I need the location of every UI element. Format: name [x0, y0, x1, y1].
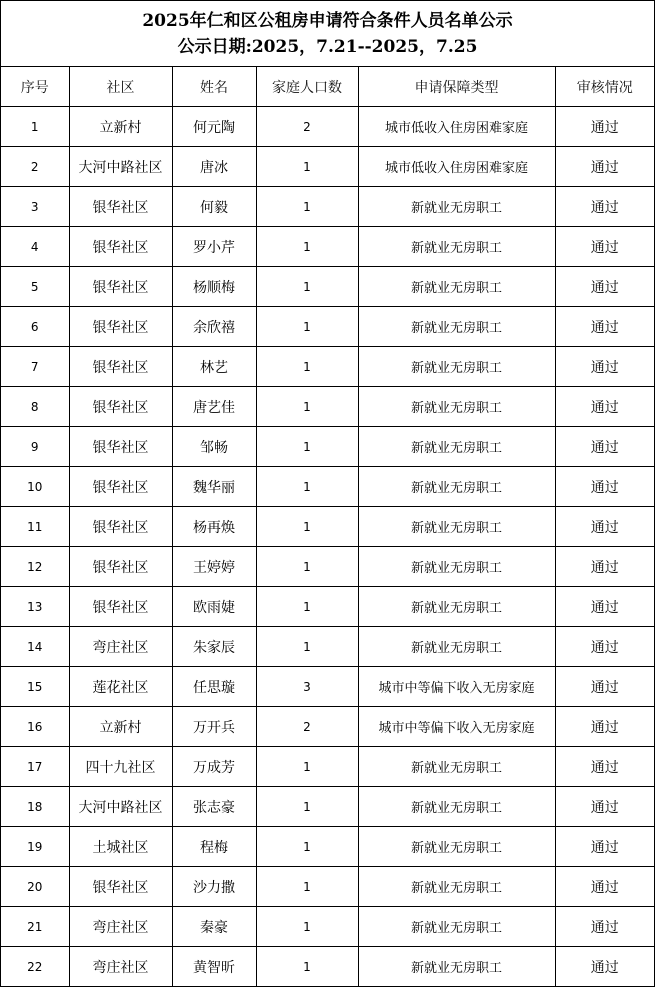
row-index: 2: [1, 147, 69, 187]
row-household-size: 1: [256, 787, 358, 827]
row-review-status: 通过: [555, 947, 654, 987]
row-index: 7: [1, 347, 69, 387]
row-review-status: 通过: [555, 267, 654, 307]
table-header-row: [1, 67, 654, 107]
row-review-status: 通过: [555, 307, 654, 347]
row-name: 万开兵: [172, 707, 256, 747]
row-index: 3: [1, 187, 69, 227]
row-name: 沙力撒: [172, 867, 256, 907]
row-index: 19: [1, 827, 69, 867]
row-index: 10: [1, 467, 69, 507]
row-application-type: 新就业无房职工: [358, 587, 555, 627]
row-community: 银华社区: [69, 347, 172, 387]
table-row: [1, 507, 654, 547]
row-review-status: 通过: [555, 187, 654, 227]
row-name: 林艺: [172, 347, 256, 387]
row-review-status: 通过: [555, 147, 654, 187]
row-name: 程梅: [172, 827, 256, 867]
table-row: [1, 427, 654, 467]
row-name: 何元陶: [172, 107, 256, 147]
row-index: 21: [1, 907, 69, 947]
row-household-size: 1: [256, 467, 358, 507]
row-household-size: 1: [256, 347, 358, 387]
header-review-status: 审核情况: [555, 67, 654, 107]
table-row: [1, 627, 654, 667]
row-household-size: 1: [256, 867, 358, 907]
row-household-size: 1: [256, 267, 358, 307]
applicant-table: [1, 67, 654, 986]
row-index: 15: [1, 667, 69, 707]
row-community: 银华社区: [69, 507, 172, 547]
row-application-type: 新就业无房职工: [358, 467, 555, 507]
row-household-size: 1: [256, 747, 358, 787]
row-application-type: 城市低收入住房困难家庭: [358, 107, 555, 147]
row-household-size: 1: [256, 587, 358, 627]
row-household-size: 1: [256, 507, 358, 547]
table-row: [1, 267, 654, 307]
row-community: 银华社区: [69, 427, 172, 467]
row-application-type: 城市低收入住房困难家庭: [358, 147, 555, 187]
row-household-size: 1: [256, 907, 358, 947]
title-block: [1, 1, 654, 67]
header-household-size: 家庭人口数: [256, 67, 358, 107]
row-index: 11: [1, 507, 69, 547]
row-household-size: 1: [256, 307, 358, 347]
row-community: 大河中路社区: [69, 787, 172, 827]
row-index: 8: [1, 387, 69, 427]
row-application-type: 新就业无房职工: [358, 187, 555, 227]
row-name: 唐冰: [172, 147, 256, 187]
row-name: 欧雨婕: [172, 587, 256, 627]
row-household-size: 1: [256, 947, 358, 987]
row-application-type: 城市中等偏下收入无房家庭: [358, 707, 555, 747]
row-community: 银华社区: [69, 867, 172, 907]
row-review-status: 通过: [555, 507, 654, 547]
row-application-type: 新就业无房职工: [358, 547, 555, 587]
row-review-status: 通过: [555, 827, 654, 867]
row-review-status: 通过: [555, 867, 654, 907]
page-title: 2025年仁和区公租房申请符合条件人员名单公示: [142, 11, 513, 31]
table-row: [1, 307, 654, 347]
table-row: [1, 907, 654, 947]
table-row: [1, 147, 654, 187]
row-name: 万成芳: [172, 747, 256, 787]
row-community: 弯庄社区: [69, 947, 172, 987]
row-index: 17: [1, 747, 69, 787]
table-row: [1, 867, 654, 907]
row-name: 任思璇: [172, 667, 256, 707]
row-application-type: 新就业无房职工: [358, 227, 555, 267]
row-index: 12: [1, 547, 69, 587]
row-index: 9: [1, 427, 69, 467]
table-row: [1, 107, 654, 147]
row-application-type: 新就业无房职工: [358, 907, 555, 947]
row-household-size: 1: [256, 227, 358, 267]
row-name: 秦豪: [172, 907, 256, 947]
row-community: 银华社区: [69, 387, 172, 427]
row-review-status: 通过: [555, 387, 654, 427]
row-name: 朱家辰: [172, 627, 256, 667]
header-community: 社区: [69, 67, 172, 107]
row-application-type: 新就业无房职工: [358, 347, 555, 387]
row-community: 银华社区: [69, 547, 172, 587]
row-index: 13: [1, 587, 69, 627]
row-application-type: 城市中等偏下收入无房家庭: [358, 667, 555, 707]
table-row: [1, 387, 654, 427]
row-community: 莲花社区: [69, 667, 172, 707]
row-application-type: 新就业无房职工: [358, 387, 555, 427]
row-name: 黄智昕: [172, 947, 256, 987]
row-household-size: 1: [256, 387, 358, 427]
row-review-status: 通过: [555, 427, 654, 467]
row-community: 土城社区: [69, 827, 172, 867]
row-application-type: 新就业无房职工: [358, 867, 555, 907]
row-application-type: 新就业无房职工: [358, 427, 555, 467]
row-application-type: 新就业无房职工: [358, 307, 555, 347]
table-row: [1, 187, 654, 227]
row-index: 22: [1, 947, 69, 987]
row-community: 弯庄社区: [69, 627, 172, 667]
row-community: 四十九社区: [69, 747, 172, 787]
table-row: [1, 227, 654, 267]
row-name: 张志豪: [172, 787, 256, 827]
row-index: 14: [1, 627, 69, 667]
row-index: 1: [1, 107, 69, 147]
row-application-type: 新就业无房职工: [358, 267, 555, 307]
table-row: [1, 787, 654, 827]
row-review-status: 通过: [555, 227, 654, 267]
table-row: [1, 667, 654, 707]
row-application-type: 新就业无房职工: [358, 747, 555, 787]
row-community: 银华社区: [69, 187, 172, 227]
row-community: 银华社区: [69, 467, 172, 507]
row-review-status: 通过: [555, 747, 654, 787]
row-review-status: 通过: [555, 907, 654, 947]
row-household-size: 2: [256, 707, 358, 747]
publication-date: 公示日期:2025，7.21--2025，7.25: [177, 37, 478, 57]
row-household-size: 1: [256, 547, 358, 587]
row-name: 邹畅: [172, 427, 256, 467]
row-name: 杨再焕: [172, 507, 256, 547]
row-application-type: 新就业无房职工: [358, 827, 555, 867]
row-community: 立新村: [69, 707, 172, 747]
row-review-status: 通过: [555, 547, 654, 587]
row-household-size: 1: [256, 187, 358, 227]
table-row: [1, 747, 654, 787]
table-row: [1, 467, 654, 507]
row-community: 银华社区: [69, 587, 172, 627]
row-household-size: 1: [256, 147, 358, 187]
row-index: 20: [1, 867, 69, 907]
row-review-status: 通过: [555, 587, 654, 627]
row-index: 5: [1, 267, 69, 307]
table-row: [1, 347, 654, 387]
row-name: 余欣禧: [172, 307, 256, 347]
row-index: 18: [1, 787, 69, 827]
header-name: 姓名: [172, 67, 256, 107]
row-community: 大河中路社区: [69, 147, 172, 187]
row-name: 王婷婷: [172, 547, 256, 587]
row-review-status: 通过: [555, 667, 654, 707]
row-review-status: 通过: [555, 107, 654, 147]
row-review-status: 通过: [555, 627, 654, 667]
row-community: 弯庄社区: [69, 907, 172, 947]
row-community: 银华社区: [69, 267, 172, 307]
table-row: [1, 547, 654, 587]
row-community: 立新村: [69, 107, 172, 147]
row-review-status: 通过: [555, 707, 654, 747]
header-index: 序号: [1, 67, 69, 107]
row-name: 唐艺佳: [172, 387, 256, 427]
table-row: [1, 827, 654, 867]
row-application-type: 新就业无房职工: [358, 787, 555, 827]
table-row: [1, 947, 654, 987]
row-household-size: 1: [256, 827, 358, 867]
row-index: 16: [1, 707, 69, 747]
row-review-status: 通过: [555, 467, 654, 507]
row-household-size: 3: [256, 667, 358, 707]
row-application-type: 新就业无房职工: [358, 627, 555, 667]
row-application-type: 新就业无房职工: [358, 507, 555, 547]
table-body: [1, 107, 654, 987]
row-household-size: 2: [256, 107, 358, 147]
row-index: 4: [1, 227, 69, 267]
row-name: 何毅: [172, 187, 256, 227]
header-application-type: 申请保障类型: [358, 67, 555, 107]
row-household-size: 1: [256, 627, 358, 667]
row-community: 银华社区: [69, 227, 172, 267]
table-row: [1, 707, 654, 747]
row-community: 银华社区: [69, 307, 172, 347]
row-index: 6: [1, 307, 69, 347]
row-name: 魏华丽: [172, 467, 256, 507]
row-name: 杨顺梅: [172, 267, 256, 307]
row-application-type: 新就业无房职工: [358, 947, 555, 987]
row-name: 罗小芹: [172, 227, 256, 267]
row-household-size: 1: [256, 427, 358, 467]
row-review-status: 通过: [555, 347, 654, 387]
row-review-status: 通过: [555, 787, 654, 827]
table-row: [1, 587, 654, 627]
